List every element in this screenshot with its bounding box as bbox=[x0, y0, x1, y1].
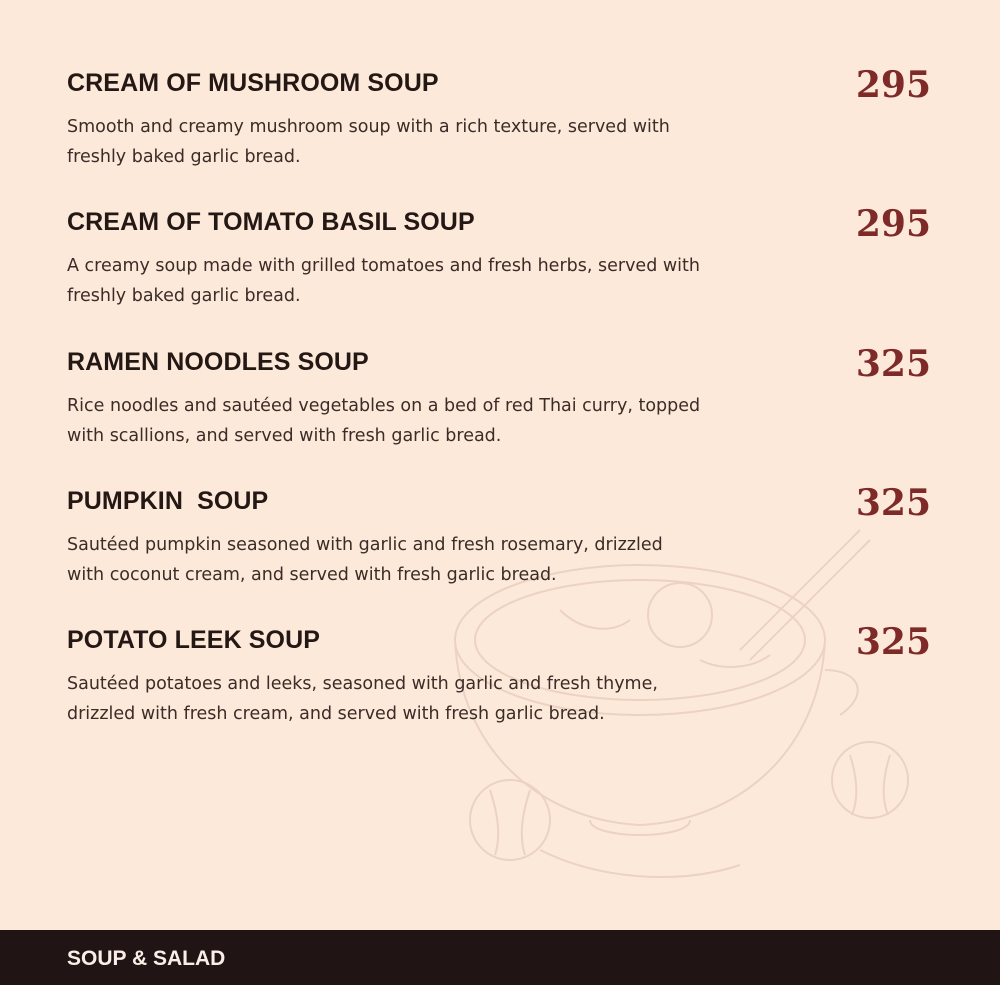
item-price: 325 bbox=[855, 482, 931, 524]
item-name: RAMEN NOODLES SOUP bbox=[67, 348, 369, 376]
item-price: 295 bbox=[855, 64, 931, 106]
menu-item bbox=[67, 64, 937, 172]
item-description: Sautéed pumpkin seasoned with garlic and fresh rosemary, drizzled with coconut cream, and served with fresh garlic bread. bbox=[67, 535, 663, 585]
item-name: CREAM OF MUSHROOM SOUP bbox=[67, 69, 439, 97]
menu-item bbox=[67, 482, 937, 590]
menu-item bbox=[67, 621, 937, 729]
item-price: 325 bbox=[855, 343, 931, 385]
menu-item bbox=[67, 203, 937, 311]
item-description: Sautéed potatoes and leeks, seasoned with garlic and fresh thyme, drizzled with fresh cream, and served with fresh garlic bread. bbox=[67, 674, 658, 724]
item-name: PUMPKIN SOUP bbox=[67, 487, 269, 515]
item-description: Smooth and creamy mushroom soup with a rich texture, served with freshly baked garlic bread. bbox=[67, 117, 670, 167]
menu-item bbox=[67, 343, 937, 451]
item-name: POTATO LEEK SOUP bbox=[67, 626, 321, 654]
section-label: SOUP & SALAD bbox=[67, 947, 226, 970]
item-description: Rice noodles and sautéed vegetables on a bed of red Thai curry, topped with scallions, and served with fresh garlic bread. bbox=[67, 396, 701, 446]
item-price: 295 bbox=[855, 203, 931, 245]
item-price: 325 bbox=[855, 621, 931, 663]
item-description: A creamy soup made with grilled tomatoes and fresh herbs, served with freshly baked garlic bread. bbox=[67, 256, 700, 306]
section-footer-bar bbox=[0, 930, 1000, 985]
item-name: CREAM OF TOMATO BASIL SOUP bbox=[67, 208, 475, 236]
